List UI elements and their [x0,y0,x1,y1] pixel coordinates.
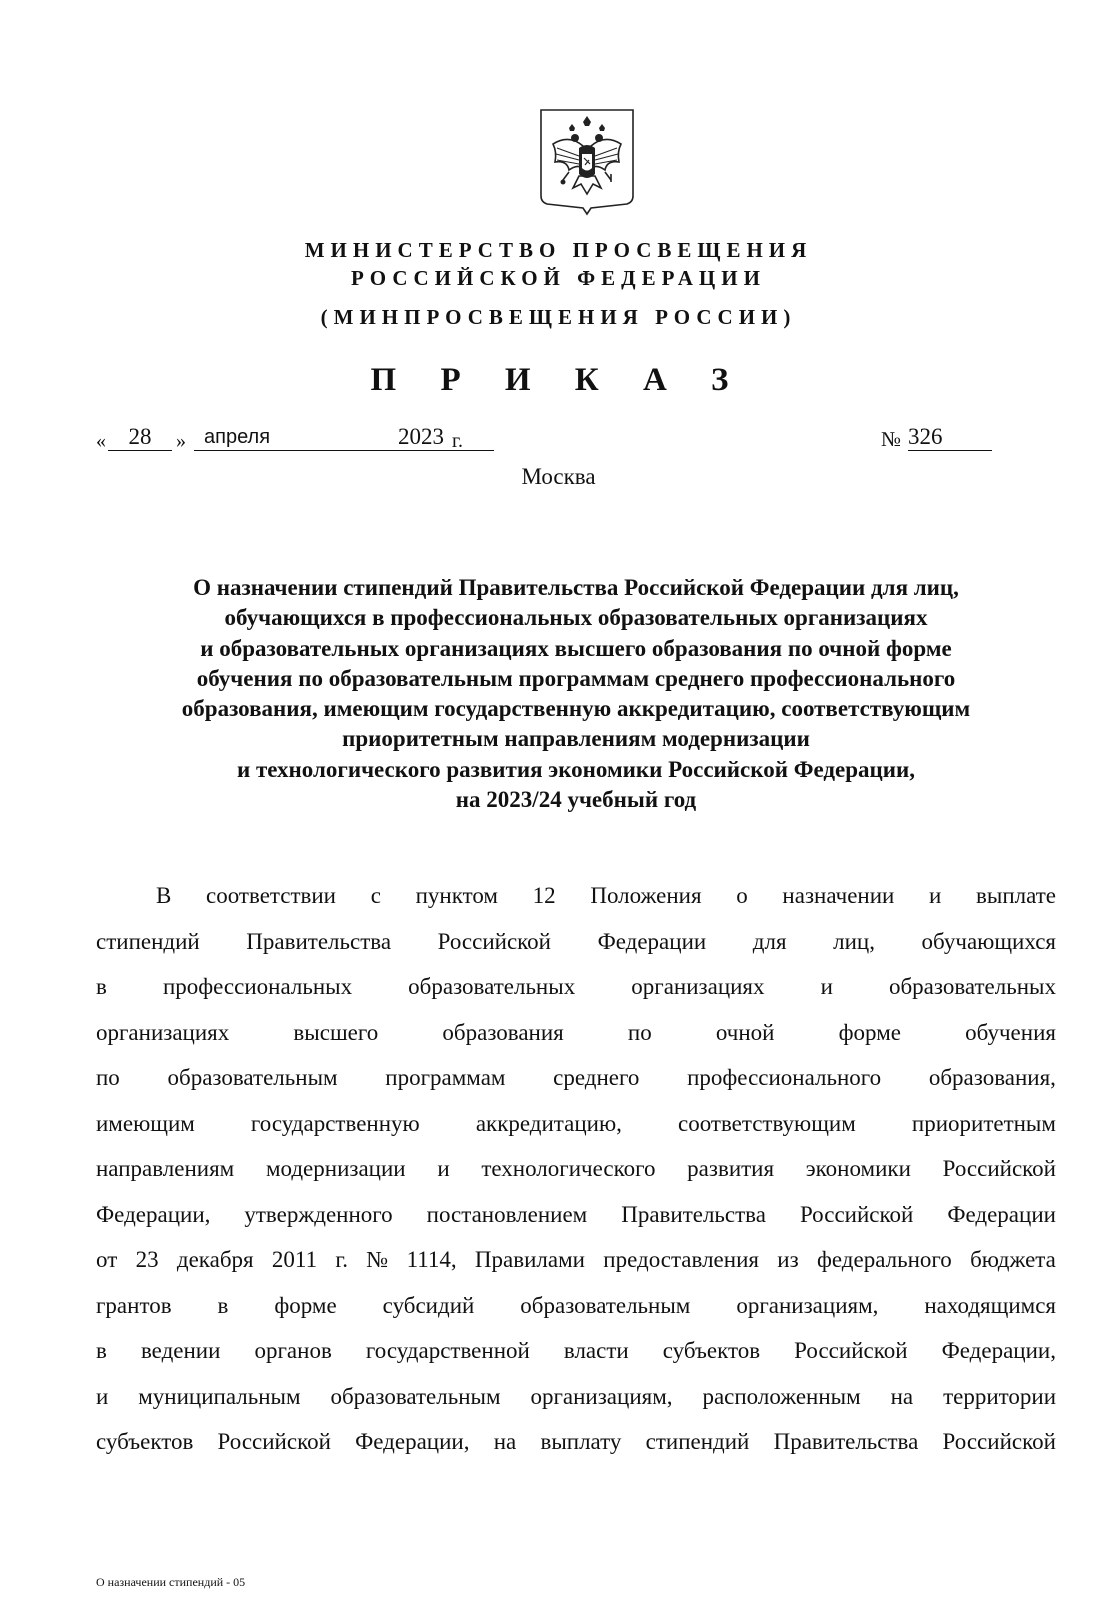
order-body [96,873,1056,1465]
body-word: форме [274,1292,337,1318]
body-word: находящимся [924,1292,1056,1318]
body-word: в [217,1292,229,1318]
body-word: Федерации, [355,1429,470,1454]
body-word: В [156,883,172,908]
body-word: Правительства [246,928,392,954]
body-word: профессионального [687,1065,882,1090]
body-word: пунктом [415,883,498,908]
body-word: образовательных [888,974,1056,999]
body-word: 1114, [406,1247,457,1272]
body-word: субсидий [382,1292,475,1318]
subject-line: обучающихся в профессиональных образовательных организациях [224,605,928,631]
body-word: образовательным [330,1383,501,1409]
body-word: органов [254,1338,332,1363]
body-word: 23 [135,1247,159,1272]
subject-line: обучения по образовательным программам среднего профессионального [196,665,956,691]
body-word: г. [335,1247,348,1272]
body-line [96,1419,1056,1465]
body-word: на [493,1429,517,1454]
body-word: в [96,974,107,999]
body-word: образования, [928,1065,1056,1090]
body-word: аккредитацию, [475,1110,622,1136]
body-line [96,964,1056,1010]
body-word: выплату [540,1429,622,1454]
body-word: имеющим [96,1110,195,1136]
ministry-name-line2: РОССИЙСКОЙ ФЕДЕРАЦИИ [351,266,766,290]
body-word: Российской [794,1338,908,1363]
body-word: очной [715,1019,775,1045]
body-word: предоставления [603,1247,759,1272]
body-word: Российской [942,1156,1056,1181]
body-word: бюджета [970,1247,1056,1272]
body-word: направлениям [96,1156,235,1181]
body-word: выплате [976,883,1056,908]
body-word: экономики [805,1156,911,1181]
body-word: форме [838,1019,901,1045]
date-number-line [96,424,1016,456]
body-word: организациям, [530,1383,673,1409]
body-word: и [437,1156,450,1181]
body-line [96,1283,1056,1329]
body-word: о [736,883,748,908]
body-line [96,1374,1056,1420]
body-word: организациях [631,974,765,999]
subject-line: О назначении стипендий Правительства Российской Федерации для лиц, [193,575,959,600]
date-year-suffix: г. [452,430,463,452]
body-word: и [96,1383,109,1409]
body-word: грантов [96,1292,172,1318]
body-word: государственной [365,1338,530,1363]
body-word: среднего [553,1065,640,1090]
body-word: и [820,974,833,999]
body-word: от [96,1247,118,1272]
body-word: образовательным [167,1065,338,1090]
body-word: технологического [481,1156,656,1181]
body-word: стипендий [96,928,200,954]
body-word: 12 [532,883,556,908]
body-word: модернизации [265,1156,406,1181]
body-word: лиц, [833,928,875,954]
body-word: развития [687,1156,775,1181]
body-word: стипендий [645,1429,750,1454]
body-word: и [929,883,942,908]
subject-line: приоритетным направлениям модернизации [342,726,810,752]
body-word: власти [563,1338,629,1363]
body-word: Федерации [597,928,707,954]
body-word: профессиональных [162,974,353,999]
date-day: 28 [108,424,172,451]
body-word: назначении [782,883,895,908]
body-word: утвержденного [244,1201,393,1227]
body-word: организациям, [736,1292,879,1318]
body-word: Правительства [773,1429,919,1454]
date-month-field [194,424,494,451]
body-word: Федерации, [941,1338,1056,1363]
body-word: соответствующим [677,1110,856,1136]
order-number: 326 [908,424,992,451]
body-word: соответствии [206,883,336,908]
date-year: 2023 [398,424,444,449]
body-word: из [777,1247,799,1272]
body-word: № [366,1247,389,1272]
body-word: обучающихся [921,928,1056,954]
city-name: Москва [521,464,596,489]
body-line [96,873,1056,919]
body-line [96,1101,1056,1147]
body-word: для [752,928,787,954]
body-word: высшего [293,1019,379,1045]
ministry-short-name: (МИНПРОСВЕЩЕНИЯ РОССИИ) [320,305,797,329]
body-line [96,1328,1056,1374]
body-word: расположенным [702,1383,861,1409]
body-word: Федерации, [96,1201,211,1227]
body-word: организациях [96,1019,230,1045]
body-word: территории [943,1383,1056,1409]
body-word: Положения [590,883,702,908]
body-line [96,1146,1056,1192]
ministry-name-line1: МИНИСТЕРСТВО ПРОСВЕЩЕНИЯ [304,238,813,262]
body-word: ведении [140,1338,221,1363]
body-word: декабря [176,1247,254,1272]
body-word: Федерации [947,1201,1056,1227]
body-word: Российской [942,1429,1056,1454]
body-word: федерального [817,1247,952,1272]
coat-of-arms-icon [539,108,635,216]
body-line [96,919,1056,965]
body-word: по [96,1065,120,1090]
body-word: приоритетным [911,1110,1056,1136]
subject-line: и образовательных организациях высшего образования по очной форме [200,635,952,661]
subject-line: и технологического развития экономики Российской Федерации, [236,756,916,782]
date-quote-open: « [96,430,106,452]
body-word: государственную [250,1110,420,1136]
subject-line: на 2023/24 учебный год [455,787,697,813]
body-word: Правительства [621,1201,766,1227]
body-word: программам [385,1065,506,1090]
body-word: обучения [965,1019,1056,1045]
body-word: образовательных [408,974,576,999]
footer-note: О назначении стипендий - 05 [96,1575,246,1589]
body-word: Российской [437,928,551,954]
subject-line: образования, имеющим государственную аккредитацию, соответствующим [181,696,971,722]
body-word: Российской [217,1429,331,1454]
date-month: апреля [204,426,271,448]
body-line [96,1055,1056,1101]
body-word: в [96,1338,107,1363]
body-word: 2011 [271,1247,318,1272]
body-line [96,1192,1056,1238]
body-word: на [890,1383,914,1409]
body-word: по [627,1019,652,1045]
body-word: субъектов [96,1429,194,1454]
date-quote-close: » [176,430,186,452]
body-word: образовательным [520,1292,691,1318]
body-word: постановлением [426,1201,588,1227]
document-type-title: П Р И К А З [370,362,747,398]
body-word: муниципальным [138,1383,301,1409]
body-word: Российской [799,1201,914,1227]
body-word: субъектов [662,1338,761,1363]
body-word: с [370,883,381,908]
body-word: образования [442,1019,564,1045]
order-subject [96,573,1056,815]
body-line [96,1010,1056,1056]
order-number-sign: № [881,427,902,451]
body-line [96,1237,1056,1283]
body-word: Правилами [474,1247,585,1272]
